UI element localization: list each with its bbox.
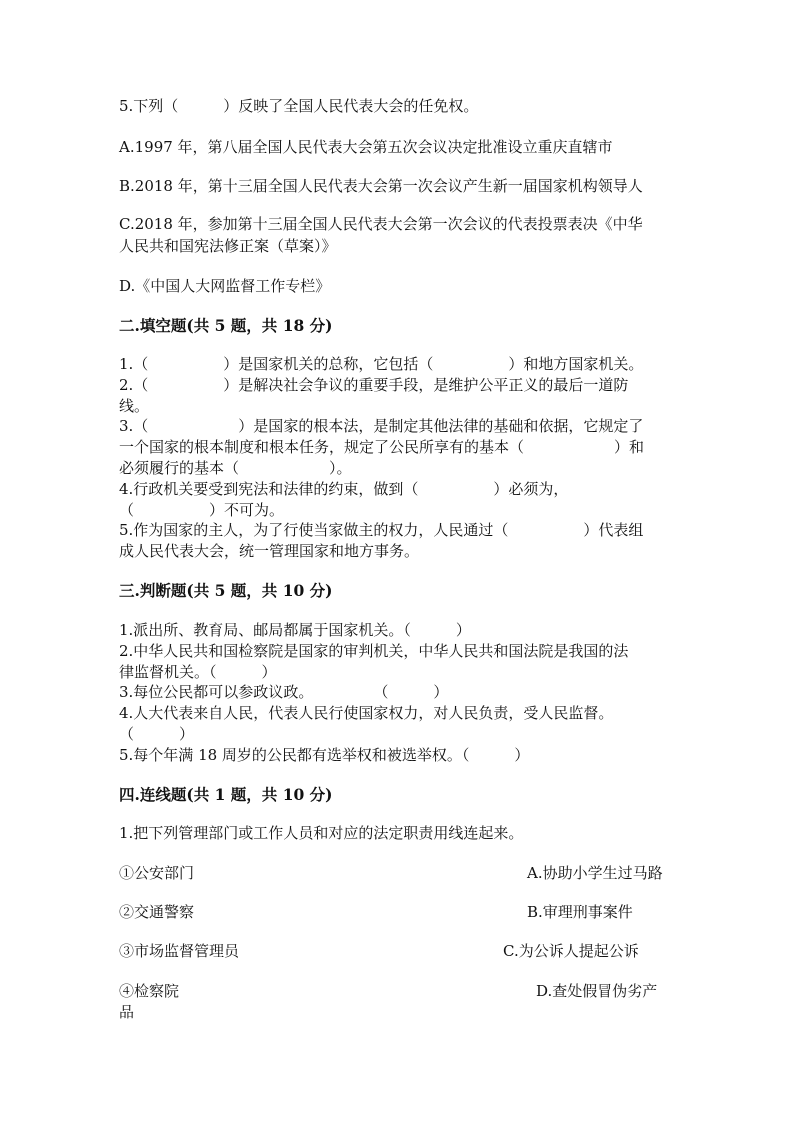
q5-option-c-line2: 人民共和国宪法修正案（草案）》 [119, 237, 337, 255]
fill-line: 4.行政机关要受到宪法和法律的约束，做到（ ）必须为， [119, 480, 569, 498]
fill-line: （ ）不可为。 [119, 501, 285, 519]
judge-line: 1.派出所、教育局、邮局都属于国家机关。（ ） [119, 621, 471, 639]
q5-option-b: B.2018 年，第十三届全国人民代表大会第一次会议产生新一届国家机构领导人 [119, 177, 643, 195]
fill-line: 5.作为国家的主人，为了行使当家做主的权力，人民通过（ ）代表组 [119, 521, 644, 539]
fill-line: 1.（ ）是国家机关的总称，它包括（ ）和地方国家机关。 [119, 355, 644, 373]
fill-line: 线。 [119, 397, 150, 415]
judge-line: 3.每位公民都可以参政议政。 （ ） [119, 683, 449, 701]
q5-option-c-line1: C.2018 年，参加第十三届全国人民代表大会第一次会议的代表投票表决《中华 [119, 215, 643, 233]
judge-section-heading: 三.判断题(共 5 题，共 10 分) [119, 581, 333, 600]
fill-line: 3.（ ）是国家的根本法，是制定其他法律的基础和依据，它规定了 [119, 417, 644, 435]
match-left-item: ③市场监督管理员 [119, 942, 240, 960]
fill-line: 必须履行的基本（ ）。 [119, 459, 352, 477]
fill-line: 2.（ ）是解决社会争议的重要手段，是维护公平正义的最后一道防 [119, 376, 629, 394]
match-overflow-text: 品 [119, 1003, 135, 1021]
match-left-item: ②交通警察 [119, 903, 195, 921]
q5-option-d: D.《中国人大网监督工作专栏》 [119, 277, 331, 295]
match-right-item: C.为公诉人提起公诉 [503, 942, 639, 960]
match-right-item: D.查处假冒伪劣产 [536, 982, 658, 1000]
judge-line: 4.人大代表来自人民，代表人民行使国家权力，对人民负责，受人民监督。 [119, 704, 614, 722]
match-right-item: A.协助小学生过马路 [527, 864, 663, 882]
judge-line: 5.每个年满 18 周岁的公民都有选举权和被选举权。（ ） [119, 746, 530, 764]
match-left-item: ①公安部门 [119, 864, 195, 882]
match-right-item: B.审理刑事案件 [527, 903, 633, 921]
match-left-item: ④检察院 [119, 982, 180, 1000]
judge-line: 律监督机关。（ ） [119, 663, 277, 681]
fill-section-heading: 二.填空题(共 5 题，共 18 分) [119, 316, 333, 335]
fill-line: 一个国家的根本制度和根本任务，规定了公民所享有的基本（ ）和 [119, 438, 645, 456]
fill-line: 成人民代表大会，统一管理国家和地方事务。 [119, 542, 420, 560]
judge-line: 2.中华人民共和国检察院是国家的审判机关，中华人民共和国法院是我国的法 [119, 642, 629, 660]
judge-line: （ ） [119, 725, 195, 743]
q5-stem: 5.下列（ ）反映了全国人民代表大会的任免权。 [119, 97, 479, 115]
match-section-heading: 四.连线题(共 1 题，共 10 分) [119, 785, 333, 804]
q5-option-a: A.1997 年，第八届全国人民代表大会第五次会议决定批准设立重庆直辖市 [119, 138, 613, 156]
match-instruction: 1.把下列管理部门或工作人员和对应的法定职责用线连起来。 [119, 824, 524, 842]
